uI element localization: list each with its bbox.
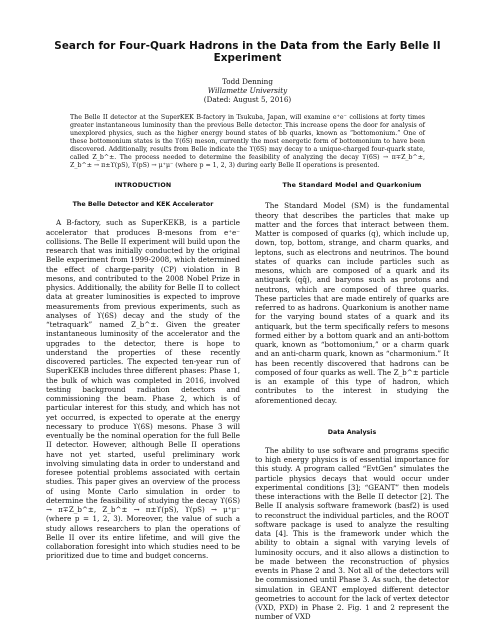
right-column <box>255 182 449 621</box>
abstract: The Belle II detector at the SuperKEK B-factory in Tsukuba, Japan, will examine e⁺e⁻ collisions at forty times greater instantaneous luminosity than the previous Belle detector. This increase opens the door for analysis of unexplored physics, such as the higher energy bound states of bb̄ quarks, known as “bottomonium.” One of these bottomonium states is the ϒ(6S) meson, currently the most energetic form of bottomonium to have been discovered. Additionally, results from Belle indicate the ϒ(6S) may decay to a unique-charged four-quark state, called Z_b^±. The process needed to determine the feasibility of analyzing the decay ϒ(6S) → π∓Z_b^±, Z_b^± → π±ϒ(pS), ϒ(pS) → μ⁺μ⁻ (where p = 1, 2, 3) during early Belle II operations is presented. <box>70 114 425 170</box>
subsection-heading-belle-detector: The Belle Detector and KEK Accelerator <box>72 201 214 209</box>
introduction-paragraph: A B-factory, such as SuperKEKB, is a particle accelerator that produces B-mesons from e⁺e⁻ collisions. The Belle II experiment will build upon the research that was initially conducted by the original Belle experiment from 1999-2008, which determined the effect of charge-parity (CP) violation in B mesons, and contributed to the 2008 Nobel Prize in physics. Additionally, the ability for Belle II to collect data at greater luminosities is expected to improve measurements from previous experiments, such as analyses of ϒ(6S) decay and the study of the “tetraquark” named Z_b^±. Given the greater instantaneous luminosity of the accelerator and the upgrades to the detector, there is hope to understand the properties of these recently discovered particles. The expected ten-year run of SuperKEKB includes three different phases: Phase 1, the bulk of which was completed in 2016, involved testing background radiation detectors and commissioning the beam. Phase 2, which is of particular interest for this study, and which has not yet occurred, is expected to operate at the energy necessary to produce ϒ(6S) mesons. Phase 3 will eventually be the nominal operation for the full Belle II detector. However, although Belle II operations have not yet started, useful preliminary work involving simulating data in order to understand and foresee potential problems associated with certain studies. This paper gives an overview of the process of using Monte Carlo simulation in order to determine the feasibility of studying the decay ϒ(6S) → π∓Z_b^±, Z_b^± → π±ϒ(pS), ϒ(pS) → μ⁺μ⁻ (where p = 1, 2, 3). Moreover, the value of such a study allows researchers to plan the operations of Belle II over its entire lifetime, and will give the collaboration foresight into which studies need to be prioritized due to time and budget concerns. <box>46 218 240 561</box>
paper-title: Search for Four-Quark Hadrons in the Data from the Early Belle II Experiment <box>54 40 441 64</box>
left-column <box>46 182 240 621</box>
subsection-heading-standard-model: The Standard Model and Quarkonium <box>282 182 422 190</box>
two-column-body <box>46 182 449 621</box>
author-name: Todd Denning <box>222 77 273 86</box>
section-heading-introduction: INTRODUCTION <box>114 182 172 190</box>
paper-date: (Dated: August 5, 2016) <box>203 95 292 104</box>
subsection-heading-data-analysis: Data Analysis <box>327 428 377 436</box>
data-analysis-paragraph: The ability to use software and programs specific to high energy physics is of essential importance for this study. A program called “EvtGen” simulates the particle physics decays that would occur under experimental conditions [3]; “GEANT” then models these interactions with the Belle II detector [2]. The Belle II analysis software framework (basf2) is used to reconstruct the individual particles, and the ROOT software package is used to analyze the resulting data [4]. This is the framework under which the ability to obtain a signal with varying levels of luminosity occurs, and it also allows a distinction to be made between the reconstruction of physics events in Phase 2 and 3. Not all of the detectors will be commissioned until Phase 3. As such, the detector simulation in GEANT employed different detector geometries to account for the lack of vertex detector (VXD, PXD) in Phase 2. Fig. 1 and 2 represent the number of VXD <box>255 445 449 622</box>
author-affiliation: Willamette University <box>207 86 288 95</box>
standard-model-paragraph: The Standard Model (SM) is the fundamental theory that describes the particles that make up matter and the forces that interact between them. Matter is composed of quarks (q), which include up, down, top, bottom, strange, and charm quarks, and leptons, such as electrons and neutrinos. The bound states of quarks can include particles such as mesons, which are composed of a quark and its antiquark (qq̄), and baryons such as protons and neutrons, which are composed of three quarks. These particles that are made entirely of quarks are referred to as hadrons. Quarkonium is another name for the varying bound states of a quark and its antiquark, but the term specifically refers to mesons formed either by a bottom quark and an anti-bottom quark, known as “bottomonium,” or a charm quark and an anti-charm quark, known as “charmonium.” It has been recently discovered that hadrons can be composed of four quarks as well. The Z_b^± particle is an example of this type of hadron, which contributes to the interest in studying the aforementioned decay. <box>255 201 449 405</box>
